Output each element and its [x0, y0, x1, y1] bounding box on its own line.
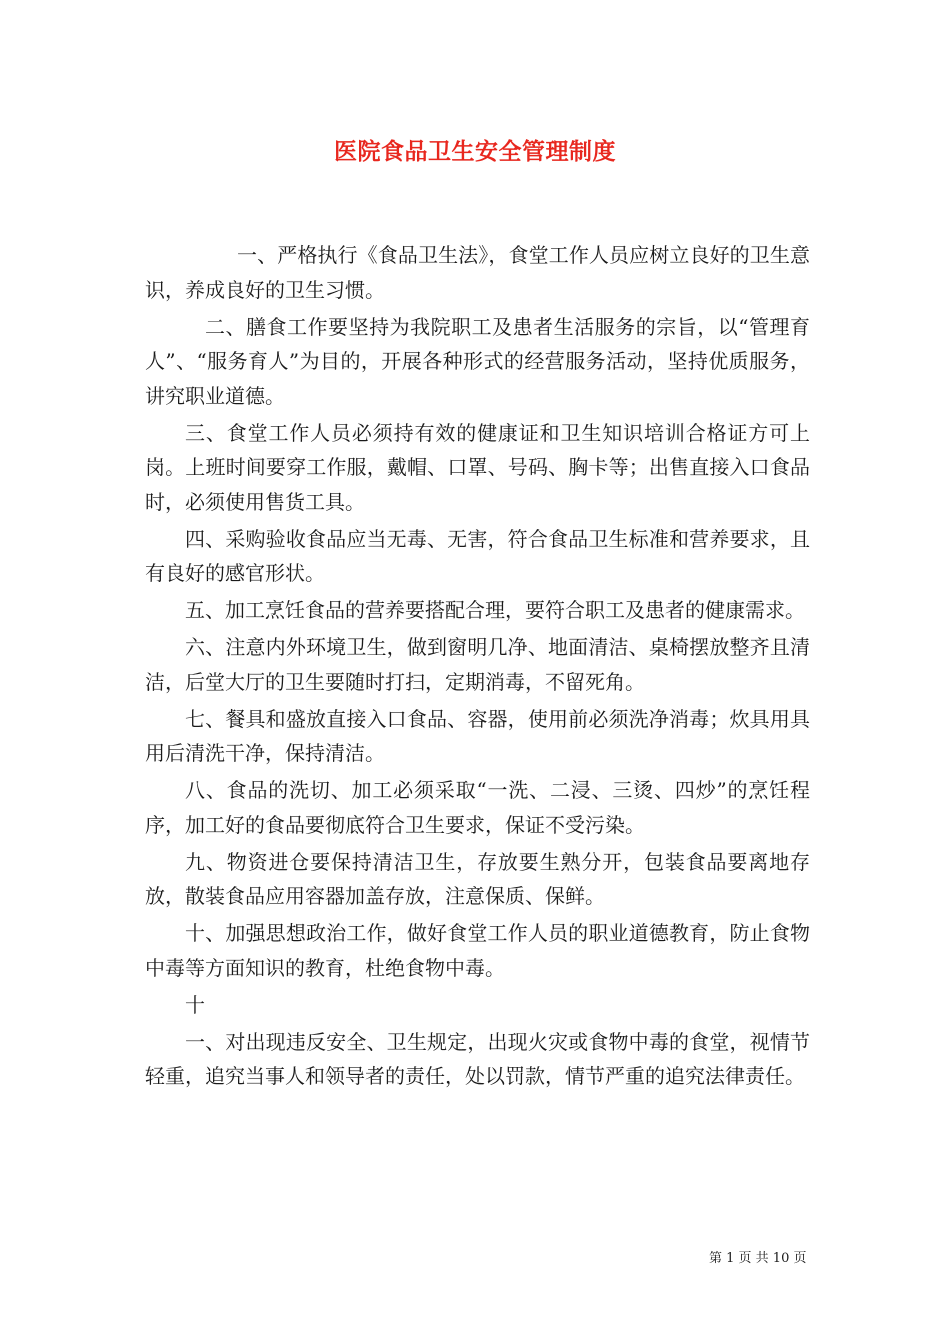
paragraph-4: 四、采购验收食品应当无毒、无害，符合食品卫生标准和营养要求，且有良好的感官形状。 — [145, 526, 810, 585]
paragraph-9: 九、物资进仓要保持清洁卫生，存放要生熟分开，包装食品要离地存放，散装食品应用容器加盖存放，注意保质、保鲜。 — [145, 849, 810, 908]
paragraph-2: 二、膳食工作要坚持为我院职工及患者生活服务的宗旨，以“管理育人”、“服务育人”为目的，开展各种形式的经营服务活动，坚持优质服务，讲究职业道德。 — [145, 314, 810, 408]
page-number: 第 1 页 共 10 页 — [709, 1251, 807, 1266]
paragraph-5: 五、加工烹饪食品的营养要搭配合理，要符合职工及患者的健康需求。 — [185, 598, 805, 622]
document-body — [145, 238, 810, 1096]
paragraph-7: 七、餐具和盛放直接入口食品、容器，使用前必须洗净消毒；炊具用具用后清洗干净，保持清洁。 — [145, 706, 810, 765]
paragraph-10: 十、加强思想政治工作，做好食堂工作人员的职业道德教育，防止食物中毒等方面知识的教育，杜绝食物中毒。 — [145, 921, 810, 980]
paragraph-8: 八、食品的洗切、加工必须采取“一洗、二浸、三烫、四炒”的烹饪程序，加工好的食品要彻底符合卫生要求，保证不受污染。 — [145, 778, 810, 837]
paragraph-6: 六、注意内外环境卫生，做到窗明几净、地面清洁、桌椅摆放整齐且清洁，后堂大厅的卫生要随时打扫，定期消毒，不留死角。 — [145, 635, 810, 694]
paragraph-3: 三、食堂工作人员必须持有效的健康证和卫生知识培训合格证方可上岗。上班时间要穿工作服，戴帽、口罩、号码、胸卡等；出售直接入口食品时，必须使用售货工具。 — [145, 420, 810, 514]
document-title: 医院食品卫生安全管理制度 — [334, 138, 616, 165]
paragraph-11: 一、对出现违反安全、卫生规定，出现火灾或食物中毒的食堂，视情节轻重，追究当事人和领导者的责任，处以罚款，情节严重的追究法律责任。 — [145, 1029, 810, 1088]
paragraph-11-numeral: 十 — [185, 992, 205, 1017]
paragraph-1: 一、严格执行《食品卫生法》，食堂工作人员应树立良好的卫生意识，养成良好的卫生习惯。 — [145, 243, 810, 302]
